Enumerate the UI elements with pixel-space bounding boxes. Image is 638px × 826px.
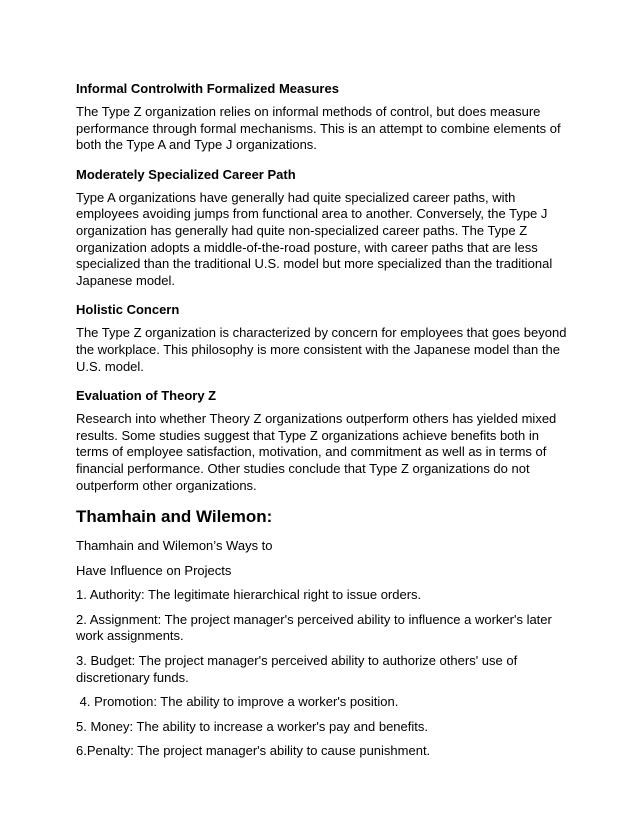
document-page — [76, 80, 572, 768]
section-informal-control — [76, 80, 572, 154]
section-heading: Informal Controlwith Formalized Measures — [76, 81, 339, 96]
list-item: 1. Authority: The legitimate hierarchical right to issue orders. — [76, 587, 422, 603]
list-item: 6.Penalty: The project manager's ability to cause punishment. — [76, 743, 431, 759]
section-body: The Type Z organization is characterized by concern for employees that goes beyond the workplace. This philosophy is more consistent with the Japanese model than the U.S. model. — [76, 325, 567, 374]
list-item: 4. Promotion: The ability to improve a worker's position. — [76, 694, 399, 710]
section-holistic-concern — [76, 301, 572, 375]
section-career-path — [76, 166, 572, 290]
section-body: Type A organizations have generally had quite specialized career paths, with employees avoiding jumps from functional area to another. Conversely, the Type J organization has generally had quite non-specialized career paths. The Type Z organization adopts a middle-of-the-road posture, with career paths that are less specialized than the traditional U.S. model but more specialized than the traditional Japanese model. — [76, 189, 553, 288]
list-item: 2. Assignment: The project manager's perceived ability to influence a worker's later work assignments. — [76, 611, 552, 644]
list-item: 3. Budget: The project manager's perceived ability to authorize others' use of discretionary funds. — [76, 653, 518, 685]
section-heading: Evaluation of Theory Z — [76, 388, 217, 404]
section-heading: Moderately Specialized Career Path — [76, 166, 296, 182]
section-body: The Type Z organization relies on informal methods of control, but does measure performance through formal mechanisms. This is an attempt to combine elements of both the Type A and Type J organizations. — [76, 104, 561, 153]
section-body: Research into whether Theory Z organizations outperform others has yielded mixed results. Some studies suggest that Type Z organizations achieve benefits both in terms of employee satisfaction, motivation, and commitment as well as in terms of financial performance. Other studies conclude that Type Z organizations do not outperform other organizations. — [76, 411, 557, 493]
section-heading: Holistic Concern — [76, 302, 180, 318]
thamhain-heading: Thamhain and Wilemon: — [76, 507, 273, 527]
influence-list — [76, 538, 572, 760]
list-item: 5. Money: The ability to increase a worker's pay and benefits. — [76, 718, 428, 734]
section-evaluation — [76, 387, 572, 494]
intro-line: Thamhain and Wilemon’s Ways to — [76, 538, 273, 554]
intro-line: Have Influence on Projects — [76, 562, 232, 578]
